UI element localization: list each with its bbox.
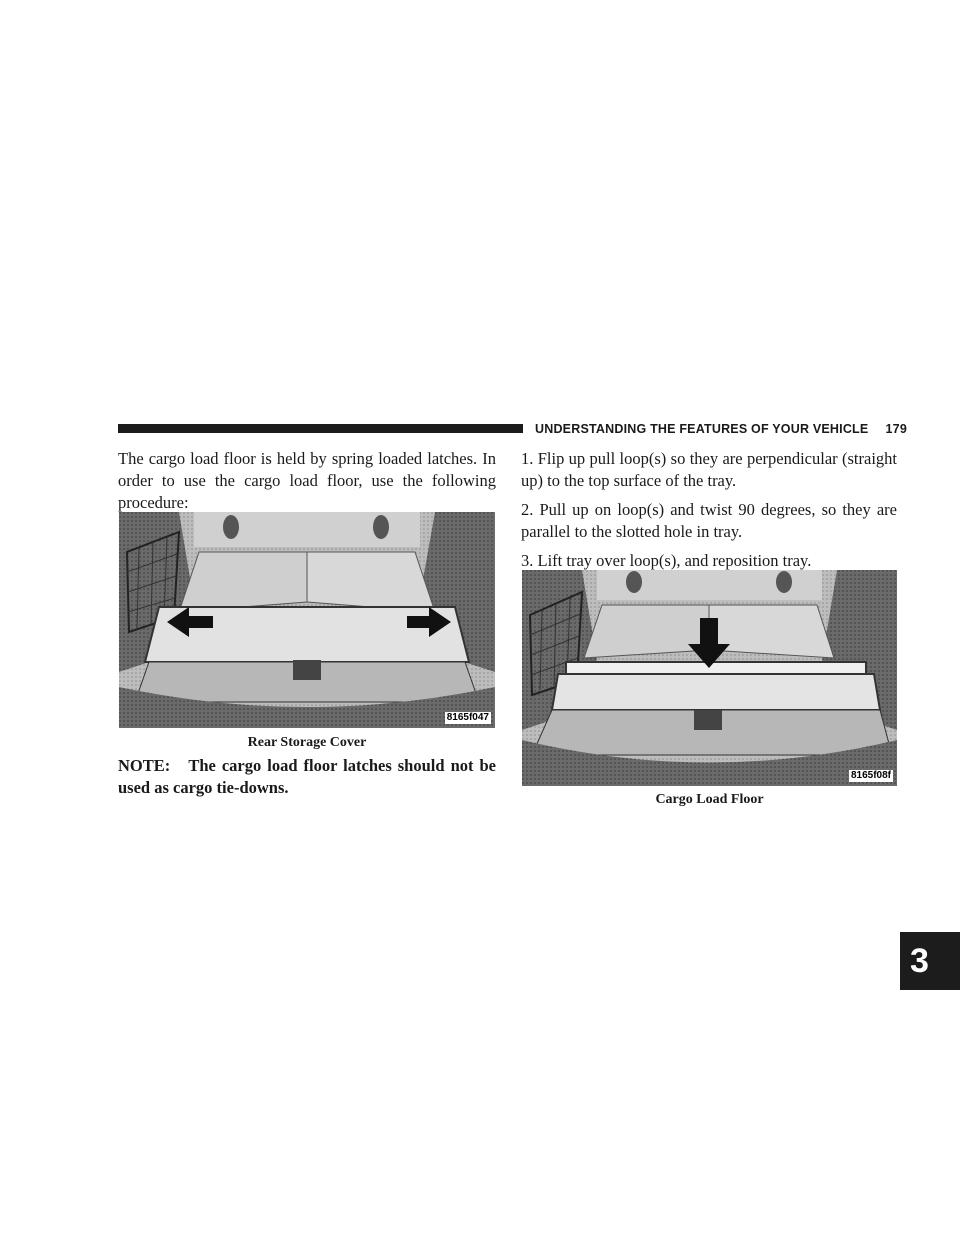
figure-caption: Cargo Load Floor: [655, 792, 764, 807]
chapter-tab: 3: [900, 932, 960, 990]
figure-caption: Rear Storage Cover: [247, 735, 367, 750]
intro-paragraph: The cargo load floor is held by spring loaded latches. In order to use the cargo load floor, use the following procedure:: [118, 449, 496, 512]
step-2: 2. Pull up on loop(s) and twist 90 degrees, so they are parallel to the slotted hole in tray.: [521, 500, 897, 541]
cargo-load-floor-figure: [522, 570, 897, 786]
rear-storage-cover-figure: [119, 512, 495, 728]
page-number: 179: [885, 422, 907, 436]
note-label: NOTE:: [118, 756, 171, 775]
note-paragraph: [118, 755, 496, 799]
note-text: The cargo load floor latches should not be used as cargo tie-downs.: [118, 756, 497, 797]
step-3: 3. Lift tray over loop(s), and reposition tray.: [521, 551, 812, 570]
figure-code: 8165f047: [446, 712, 489, 723]
figure-code: 8165f08f: [850, 770, 891, 781]
header-rule: [118, 424, 523, 433]
running-header: [535, 420, 907, 438]
section-title: UNDERSTANDING THE FEATURES OF YOUR VEHICLE: [535, 422, 869, 436]
step-1: 1. Flip up pull loop(s) so they are perpendicular (straight up) to the top surface of the tray.: [521, 449, 897, 490]
